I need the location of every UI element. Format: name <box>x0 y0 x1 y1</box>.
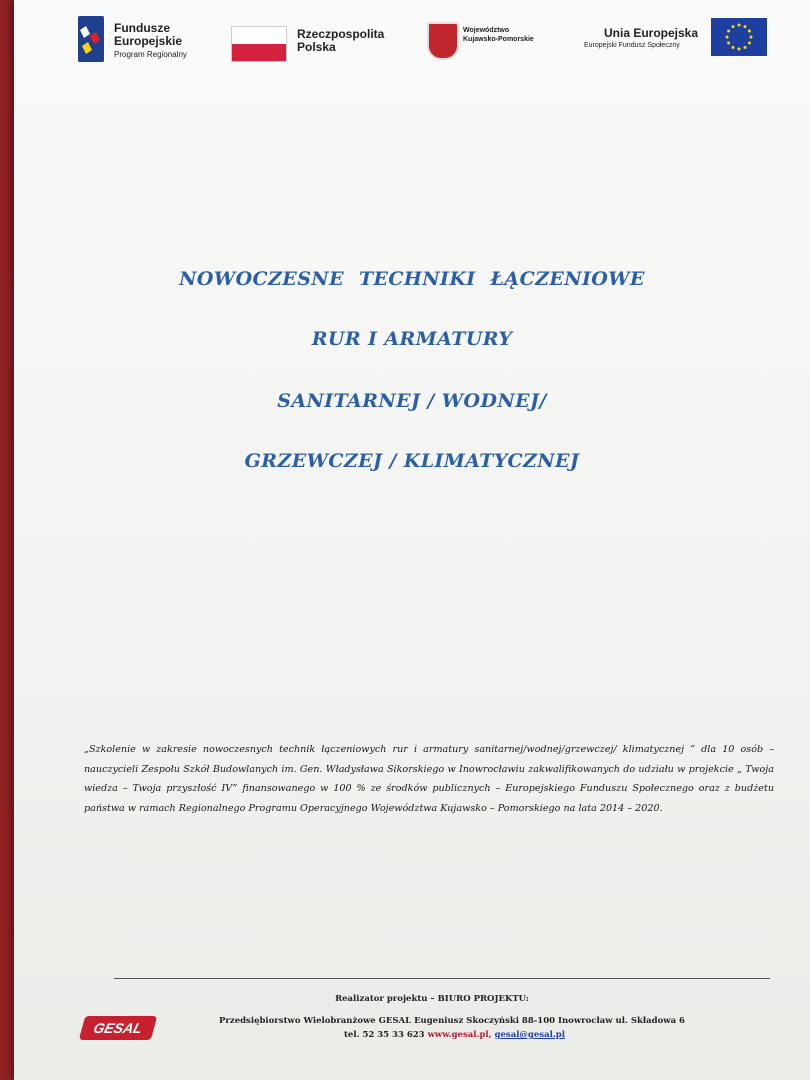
fundusze-line1: Fundusze <box>114 21 170 35</box>
polish-flag-icon <box>231 26 287 62</box>
eu-flag-icon <box>711 18 767 56</box>
title-line-2: RUR I ARMATURY <box>311 328 513 350</box>
rzeczpospolita-line1: Rzeczpospolita <box>297 27 385 41</box>
unia-line2: Europejski Fundusz Społeczny <box>584 42 680 49</box>
rzeczpospolita-line2: Polska <box>297 40 336 54</box>
title-line-1: NOWOCZESNE TECHNIKI ŁĄCZENIOWE <box>179 268 645 290</box>
footer-company: Przedsiębiorstwo Wielobranżowe GESAL Eugeniusz Skoczyński 88-100 Inowrocław ul. Składowa 6 <box>219 1016 685 1026</box>
title-line-3: SANITARNEJ / WODNEJ/ <box>277 390 547 412</box>
fundusze-line2: Europejskie <box>114 34 183 48</box>
title-line-4: GRZEWCZEJ / KLIMATYCZNEJ <box>244 450 580 472</box>
footer-divider <box>114 978 770 979</box>
project-description: „Szkolenie w zakresie nowoczesnych technik łączeniowych rur i armatury sanitarnej/wodnej/grzewczej/ klimatycznej ” dla 10 osób – nauczycieli Zespołu Szkół Budowlanych im. Gen. Władysława Sikorskiego w Inowrocławiu zakwalifikowanych do udziału w projekcie „ Twoja wiedza – Twoja przyszłość IV” finansowanego w 100 % ze środków publicznych – Europejskiego Funduszu Społecznego oraz z budżetu państwa w ramach Regionalnego Programu Operacyjnego Województwa Kujawsko – Pomorskiego na lata 2014 – 2020. <box>84 744 774 814</box>
kujawsko-pomorskie-coat-of-arms-icon <box>427 22 459 60</box>
logo-bar <box>14 14 810 66</box>
wojewodztwo-line1: Województwo <box>463 27 510 34</box>
footer-email-link[interactable]: gesal@gesal.pl <box>494 1030 565 1040</box>
gesal-logo-text: GESAL <box>79 1016 157 1040</box>
footer-contact <box>344 1030 565 1040</box>
document-page <box>14 0 810 1080</box>
unia-line1: Unia Europejska <box>604 26 699 40</box>
footer-label: Realizator projektu – BIURO PROJEKTU: <box>335 994 529 1004</box>
footer-phone: tel. 52 35 33 623 <box>344 1030 425 1040</box>
gesal-logo <box>82 1016 154 1040</box>
wojewodztwo-line2: Kujawsko-Pomorskie <box>463 36 534 43</box>
fundusze-line3: Program Regionalny <box>114 50 187 59</box>
fundusze-europejskie-logo-icon <box>78 16 104 62</box>
footer-website-link[interactable]: www.gesal.pl, <box>427 1030 492 1040</box>
